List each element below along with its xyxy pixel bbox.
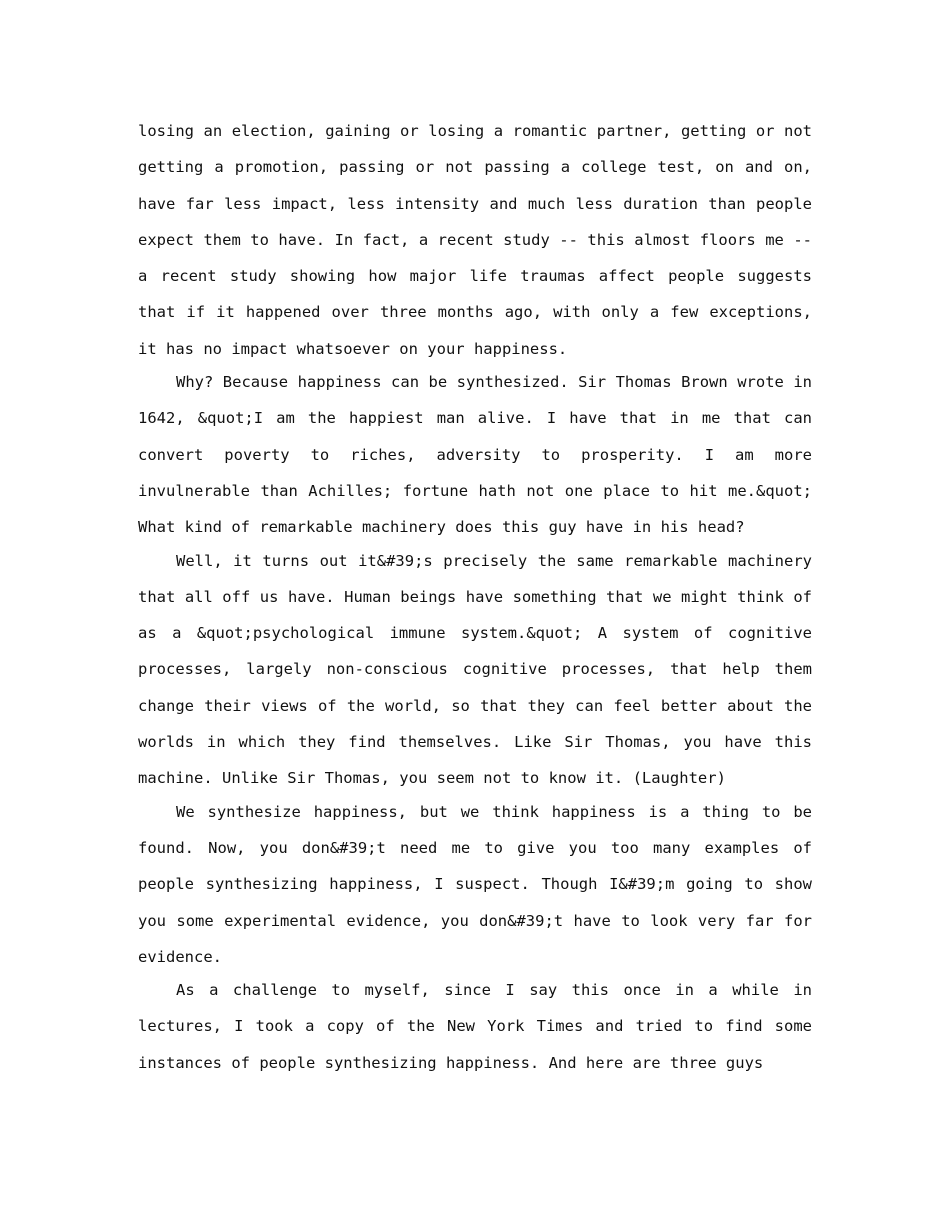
- document-body: [138, 113, 812, 1081]
- paragraph-1: losing an election, gaining or losing a romantic partner, getting or not getting a promotion, passing or not passing a college test, on and on, have far less impact, less intensity and much less duration than people expect them to have. In fact, a recent study -- this almost floors me -- a recent study showing how major life traumas affect people suggests that if it happened over three months ago, with only a few exceptions, it has no impact whatsoever on your happiness.: [138, 122, 812, 358]
- paragraph-4: We synthesize happiness, but we think happiness is a thing to be found. Now, you don&#39;t need me to give you too many examples of people synthesizing happiness, I suspect. Though I&#39;m going to show you some experimental evidence, you don&#39;t have to look very far for evidence.: [138, 802, 812, 966]
- paragraph-5: As a challenge to myself, since I say this once in a while in lectures, I took a copy of the New York Times and tried to find some instances of people synthesizing happiness. And here are three guys: [138, 981, 812, 1072]
- paragraph-3: Well, it turns out it&#39;s precisely the same remarkable machinery that all off us have. Human beings have something that we might think of as a &quot;psychological immune system.&quot; A system of cognitive processes, largely non-conscious cognitive processes, that help them change their views of the world, so that they can feel better about the worlds in which they find themselves. Like Sir Thomas, you have this machine. Unlike Sir Thomas, you seem not to know it. (Laughter): [138, 551, 812, 788]
- paragraph-2: Why? Because happiness can be synthesized. Sir Thomas Brown wrote in 1642, &quot;I am the happiest man alive. I have that in me that can convert poverty to riches, adversity to prosperity. I am more invulnerable than Achilles; fortune hath not one place to hit me.&quot; What kind of remarkable machinery does this guy have in his head?: [138, 373, 812, 537]
